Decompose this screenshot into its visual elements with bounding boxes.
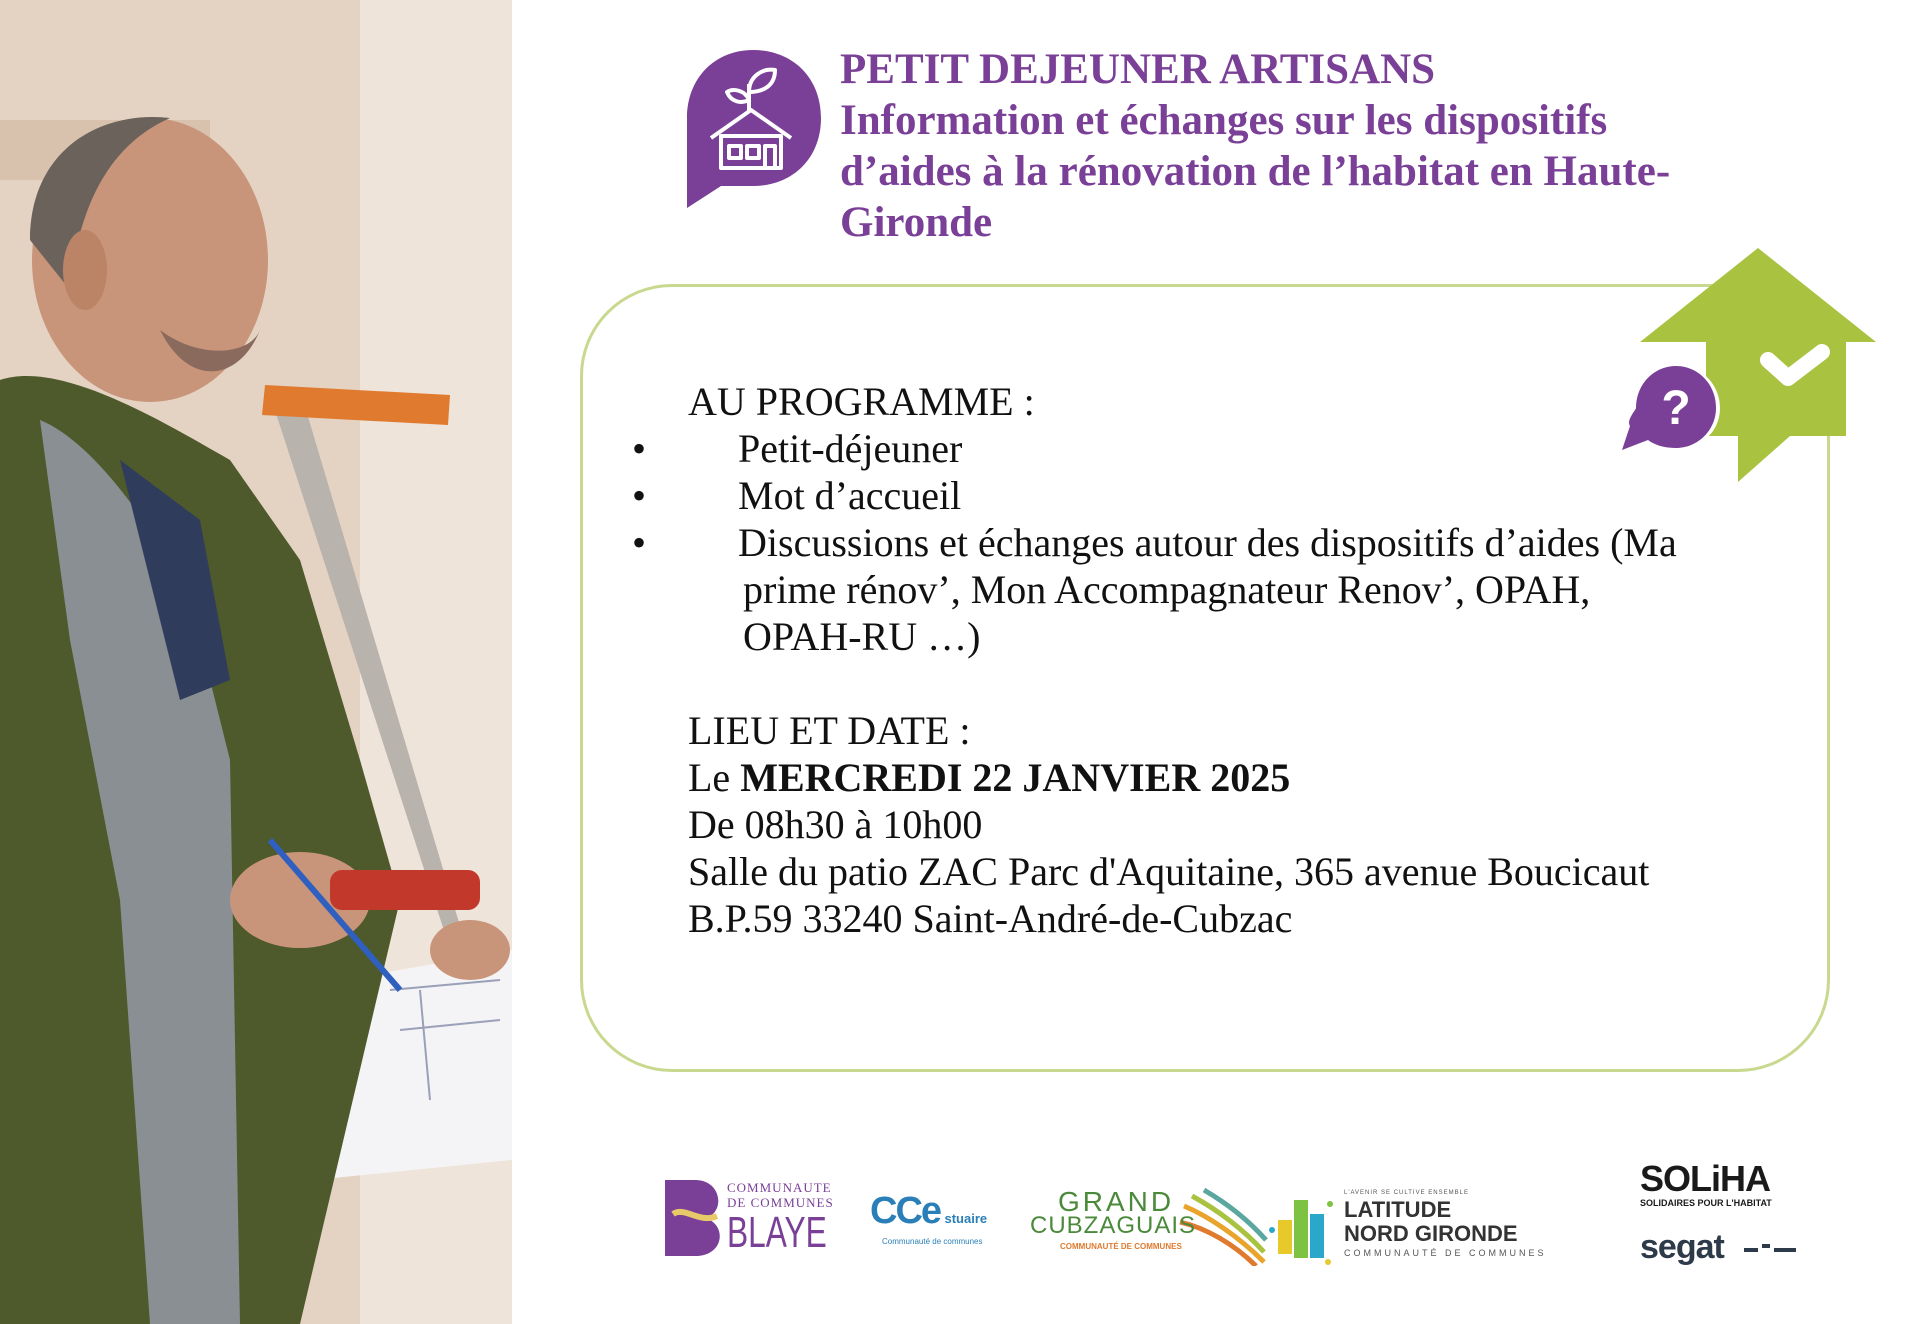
page-title <box>840 44 1840 248</box>
program-item-continuation: prime rénov’, Mon Accompagnateur Renov’, OPAH, <box>743 567 1591 612</box>
grand-line-2: CUBZAGUAIS <box>1030 1212 1197 1239</box>
cce-sub: Communauté de communes <box>882 1237 983 1246</box>
list-item <box>688 425 1828 472</box>
list-item <box>688 519 1828 660</box>
blaye-line-1: COMMUNAUTE <box>727 1180 832 1195</box>
soliha-sub: SOLIDAIRES POUR L'HABITAT <box>1640 1198 1772 1208</box>
partner-logos <box>0 1150 1924 1300</box>
latitude-sub: COMMUNAUTÉ DE COMMUNES <box>1344 1248 1547 1258</box>
blaye-line-2: DE COMMUNES <box>727 1195 834 1210</box>
event-date <box>688 754 1828 801</box>
grand-line-1: GRAND <box>1058 1186 1175 1217</box>
subtitle-line-2: d’aides à la rénovation de l’habitat en Haute- <box>840 148 1671 195</box>
program-item-text: Mot d’accueil <box>738 473 962 518</box>
grand-sub: COMMUNAUTÉ DE COMMUNES <box>1060 1242 1182 1251</box>
program-heading: AU PROGRAMME : <box>688 379 1035 424</box>
house-plant-speech-bubble-icon <box>683 48 823 208</box>
logo-soliha <box>1640 1160 1800 1210</box>
logo-cc-estuaire <box>870 1190 1000 1260</box>
program-item-continuation: OPAH-RU …) <box>743 614 981 659</box>
logo-grand-cubzaguais <box>1030 1186 1240 1266</box>
logo-blaye <box>665 1180 845 1260</box>
craftsman-photo <box>0 0 512 1324</box>
list-item <box>688 472 1828 519</box>
latitude-line-2: NORD GIRONDE <box>1344 1221 1518 1246</box>
cce-name: CCe <box>870 1190 941 1232</box>
segat-name: segat <box>1640 1228 1724 1266</box>
logo-latitude-nord-gironde <box>1268 1190 1558 1270</box>
latitude-line-1: LATITUDE <box>1344 1197 1452 1222</box>
subtitle-line-1: Information et échanges sur les dispositifs <box>840 97 1608 144</box>
subtitle-line-3: Gironde <box>840 199 993 246</box>
venue-heading: LIEU ET DATE : <box>688 708 971 753</box>
event-time: De 08h30 à 10h00 <box>688 802 983 847</box>
venue-address-line-1: Salle du patio ZAC Parc d'Aquitaine, 365 avenue Boucicaut <box>688 849 1650 894</box>
program-item-text: Discussions et échanges autour des dispositifs d’aides (Ma <box>738 520 1677 565</box>
event-title: PETIT DEJEUNER ARTISANS <box>840 46 1436 93</box>
soliha-name: SOLiHA <box>1640 1158 1771 1199</box>
program-item-text: Petit-déjeuner <box>738 426 963 471</box>
logo-segat <box>1640 1228 1810 1278</box>
date-prefix: Le <box>688 755 731 800</box>
program-list <box>688 425 1828 660</box>
cce-suffix: stuaire <box>944 1211 988 1226</box>
blaye-name: BLAYE <box>727 1208 827 1257</box>
program-content <box>688 378 1828 942</box>
date-value: MERCREDI 22 JANVIER 2025 <box>740 755 1291 800</box>
latitude-tag: L'AVENIR SE CULTIVE ENSEMBLE <box>1344 1190 1469 1196</box>
venue-address-line-2: B.P.59 33240 Saint-André-de-Cubzac <box>688 896 1293 941</box>
svg-text:?: ? <box>1661 382 1691 435</box>
